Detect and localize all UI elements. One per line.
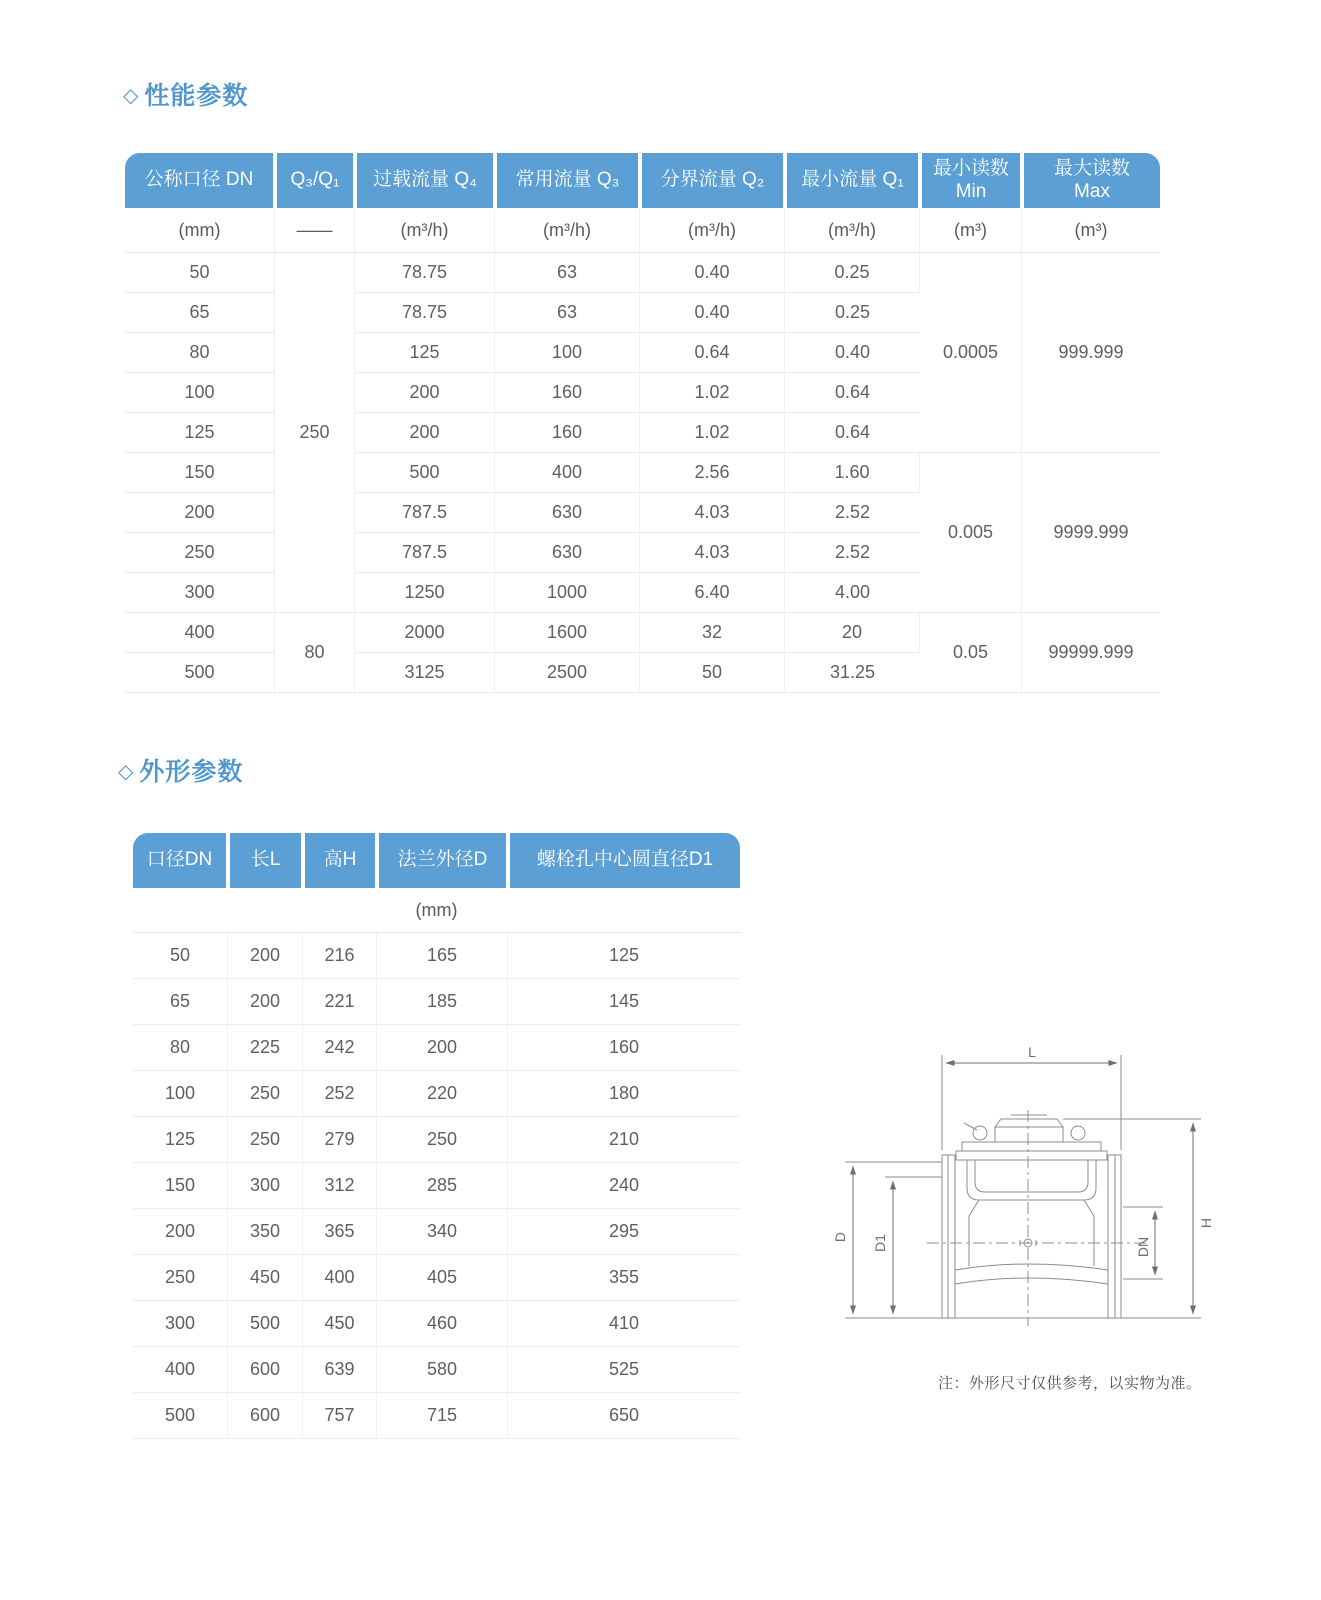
unit-cell: (m³/h) bbox=[495, 208, 640, 253]
table-cell: 0.40 bbox=[785, 333, 920, 373]
table-row bbox=[133, 979, 740, 1025]
table-cell: 285 bbox=[377, 1163, 508, 1209]
table-cell: 125 bbox=[508, 933, 740, 979]
table-row bbox=[133, 1163, 740, 1209]
meter-technical-drawing bbox=[815, 1030, 1215, 1340]
table-cell: 0.64 bbox=[785, 413, 920, 453]
unit-cell: (m³/h) bbox=[785, 208, 920, 253]
table-cell: 500 bbox=[228, 1301, 303, 1347]
table-row bbox=[133, 1393, 740, 1439]
table-row bbox=[133, 1209, 740, 1255]
table-cell: 0.40 bbox=[640, 293, 785, 333]
table-cell: 400 bbox=[495, 453, 640, 493]
dimension-table bbox=[133, 833, 740, 1439]
table-cell: 100 bbox=[125, 373, 275, 413]
table-cell: 1.60 bbox=[785, 453, 920, 493]
table-cell: 350 bbox=[228, 1209, 303, 1255]
unit-cell: (m³) bbox=[1022, 208, 1160, 253]
header-permanent-flow-q3: 常用流量 Q₃ bbox=[495, 153, 640, 208]
table-cell: 80 bbox=[275, 613, 355, 693]
table-cell: 1600 bbox=[495, 613, 640, 653]
table-cell: 312 bbox=[303, 1163, 377, 1209]
table-row bbox=[133, 1255, 740, 1301]
table-cell: 460 bbox=[377, 1301, 508, 1347]
table-row bbox=[133, 1071, 740, 1117]
table-cell: 450 bbox=[228, 1255, 303, 1301]
table-cell: 500 bbox=[125, 653, 275, 693]
dimension-header-row bbox=[133, 833, 740, 888]
table-cell: 4.00 bbox=[785, 573, 920, 613]
label-L: L bbox=[1028, 1044, 1036, 1060]
table-cell: 220 bbox=[377, 1071, 508, 1117]
table-cell: 65 bbox=[125, 293, 275, 333]
table-cell: 715 bbox=[377, 1393, 508, 1439]
section-title-text: 性能参数 bbox=[144, 82, 249, 110]
table-cell: 0.40 bbox=[640, 253, 785, 293]
table-cell: 240 bbox=[508, 1163, 740, 1209]
table-cell: 63 bbox=[495, 253, 640, 293]
table-cell: 125 bbox=[355, 333, 495, 373]
table-row bbox=[125, 253, 1160, 293]
table-cell: 200 bbox=[125, 493, 275, 533]
header-length-l: 长L bbox=[228, 833, 303, 888]
table-cell: 650 bbox=[508, 1393, 740, 1439]
table-cell: 9999.999 bbox=[1022, 453, 1160, 613]
performance-table bbox=[125, 153, 1160, 693]
table-cell: 145 bbox=[508, 979, 740, 1025]
table-cell: 250 bbox=[228, 1071, 303, 1117]
table-cell: 300 bbox=[133, 1301, 228, 1347]
table-cell: 600 bbox=[228, 1347, 303, 1393]
table-cell: 630 bbox=[495, 493, 640, 533]
table-cell: 100 bbox=[133, 1071, 228, 1117]
table-cell: 410 bbox=[508, 1301, 740, 1347]
table-cell: 78.75 bbox=[355, 293, 495, 333]
table-cell: 32 bbox=[640, 613, 785, 653]
table-row bbox=[133, 1301, 740, 1347]
table-cell: 2.56 bbox=[640, 453, 785, 493]
table-cell: 787.5 bbox=[355, 493, 495, 533]
table-cell: 65 bbox=[133, 979, 228, 1025]
unit-cell: (mm) bbox=[125, 208, 275, 253]
table-cell: 63 bbox=[495, 293, 640, 333]
table-cell: 200 bbox=[228, 933, 303, 979]
table-cell: 300 bbox=[125, 573, 275, 613]
table-cell: 340 bbox=[377, 1209, 508, 1255]
table-cell: 525 bbox=[508, 1347, 740, 1393]
header-min-reading: 最小读数 Min bbox=[920, 153, 1022, 208]
table-cell: 0.64 bbox=[785, 373, 920, 413]
section-title-text: 外形参数 bbox=[139, 758, 244, 786]
table-cell: 185 bbox=[377, 979, 508, 1025]
table-cell: 2500 bbox=[495, 653, 640, 693]
table-cell: 1.02 bbox=[640, 413, 785, 453]
table-cell: 400 bbox=[133, 1347, 228, 1393]
table-cell: 225 bbox=[228, 1025, 303, 1071]
unit-cell: (m³/h) bbox=[640, 208, 785, 253]
header-flange-od: 法兰外径D bbox=[377, 833, 508, 888]
performance-units-row bbox=[125, 208, 1160, 253]
table-cell: 2000 bbox=[355, 613, 495, 653]
table-cell: 999.999 bbox=[1022, 253, 1160, 453]
table-row bbox=[133, 1347, 740, 1393]
table-cell: 4.03 bbox=[640, 493, 785, 533]
extension-lines bbox=[845, 1055, 1201, 1318]
table-cell: 50 bbox=[125, 253, 275, 293]
reference-note: 注：外形尺寸仅供参考，以实物为准。 bbox=[938, 1375, 1202, 1392]
table-cell: 500 bbox=[355, 453, 495, 493]
table-cell: 6.40 bbox=[640, 573, 785, 613]
table-cell: 295 bbox=[508, 1209, 740, 1255]
table-cell: 50 bbox=[133, 933, 228, 979]
table-cell: 78.75 bbox=[355, 253, 495, 293]
table-cell: 200 bbox=[133, 1209, 228, 1255]
table-cell: 180 bbox=[508, 1071, 740, 1117]
table-cell: 450 bbox=[303, 1301, 377, 1347]
table-cell: 210 bbox=[508, 1117, 740, 1163]
table-cell: 160 bbox=[495, 413, 640, 453]
header-transitional-flow-q2: 分界流量 Q₂ bbox=[640, 153, 785, 208]
table-cell: 580 bbox=[377, 1347, 508, 1393]
table-cell: 4.03 bbox=[640, 533, 785, 573]
table-cell: 20 bbox=[785, 613, 920, 653]
table-cell: 165 bbox=[377, 933, 508, 979]
pipe-body bbox=[955, 1264, 1108, 1284]
header-overload-flow-q4: 过载流量 Q₄ bbox=[355, 153, 495, 208]
meter-cover-plates bbox=[956, 1142, 1107, 1160]
table-cell: 125 bbox=[133, 1117, 228, 1163]
table-cell: 757 bbox=[303, 1393, 377, 1439]
table-cell: 0.25 bbox=[785, 293, 920, 333]
section-title-dimensions bbox=[118, 752, 243, 788]
table-cell: 160 bbox=[508, 1025, 740, 1071]
diamond-icon: ◇ bbox=[118, 760, 135, 783]
unit-cell: (mm) bbox=[133, 888, 740, 933]
table-cell: 300 bbox=[228, 1163, 303, 1209]
unit-cell: (m³) bbox=[920, 208, 1022, 253]
header-minimum-flow-q1: 最小流量 Q₁ bbox=[785, 153, 920, 208]
performance-header-row bbox=[125, 153, 1160, 208]
table-cell: 1000 bbox=[495, 573, 640, 613]
table-cell: 80 bbox=[125, 333, 275, 373]
flange-right bbox=[1108, 1155, 1121, 1318]
table-row bbox=[133, 933, 740, 979]
diamond-icon: ◇ bbox=[123, 84, 140, 107]
label-H: H bbox=[1198, 1217, 1214, 1229]
table-cell: 0.0005 bbox=[920, 253, 1022, 453]
table-cell: 150 bbox=[125, 453, 275, 493]
table-cell: 252 bbox=[303, 1071, 377, 1117]
table-cell: 100 bbox=[495, 333, 640, 373]
header-q3-q1-ratio: Q₃/Q₁ bbox=[275, 153, 355, 208]
section-title-performance bbox=[123, 76, 248, 112]
table-cell: 0.005 bbox=[920, 453, 1022, 613]
header-max-reading: 最大读数 Max bbox=[1022, 153, 1160, 208]
table-cell: 630 bbox=[495, 533, 640, 573]
label-D: D bbox=[832, 1231, 848, 1243]
table-cell: 400 bbox=[125, 613, 275, 653]
table-cell: 405 bbox=[377, 1255, 508, 1301]
table-row bbox=[133, 1025, 740, 1071]
table-cell: 1.02 bbox=[640, 373, 785, 413]
table-cell: 200 bbox=[355, 373, 495, 413]
table-cell: 0.64 bbox=[640, 333, 785, 373]
label-D1: D1 bbox=[872, 1234, 888, 1252]
table-cell: 50 bbox=[640, 653, 785, 693]
table-cell: 400 bbox=[303, 1255, 377, 1301]
measuring-chamber bbox=[967, 1160, 1096, 1266]
table-cell: 160 bbox=[495, 373, 640, 413]
label-DN: DN bbox=[1135, 1236, 1151, 1258]
table-cell: 221 bbox=[303, 979, 377, 1025]
header-diameter-dn: 口径DN bbox=[133, 833, 228, 888]
table-cell: 250 bbox=[275, 253, 355, 613]
table-cell: 279 bbox=[303, 1117, 377, 1163]
flange-left bbox=[942, 1155, 955, 1318]
unit-cell: —— bbox=[275, 208, 355, 253]
table-cell: 250 bbox=[228, 1117, 303, 1163]
table-cell: 365 bbox=[303, 1209, 377, 1255]
table-cell: 0.25 bbox=[785, 253, 920, 293]
table-cell: 200 bbox=[355, 413, 495, 453]
table-cell: 31.25 bbox=[785, 653, 920, 693]
table-cell: 355 bbox=[508, 1255, 740, 1301]
table-cell: 250 bbox=[125, 533, 275, 573]
header-bolt-circle-d1: 螺栓孔中心圆直径D1 bbox=[508, 833, 740, 888]
dimension-units-row bbox=[133, 888, 740, 933]
table-cell: 250 bbox=[133, 1255, 228, 1301]
header-nominal-diameter: 公称口径 DN bbox=[125, 153, 275, 208]
table-cell: 0.05 bbox=[920, 613, 1022, 693]
table-cell: 242 bbox=[303, 1025, 377, 1071]
table-cell: 1250 bbox=[355, 573, 495, 613]
table-row bbox=[133, 1117, 740, 1163]
table-cell: 600 bbox=[228, 1393, 303, 1439]
table-cell: 787.5 bbox=[355, 533, 495, 573]
table-row bbox=[125, 613, 1160, 653]
table-cell: 99999.999 bbox=[1022, 613, 1160, 693]
table-cell: 639 bbox=[303, 1347, 377, 1393]
table-cell: 200 bbox=[377, 1025, 508, 1071]
table-cell: 250 bbox=[377, 1117, 508, 1163]
table-cell: 2.52 bbox=[785, 533, 920, 573]
unit-cell: (m³/h) bbox=[355, 208, 495, 253]
table-cell: 2.52 bbox=[785, 493, 920, 533]
table-cell: 500 bbox=[133, 1393, 228, 1439]
dimension-lines bbox=[853, 1063, 1193, 1314]
table-cell: 216 bbox=[303, 933, 377, 979]
table-cell: 80 bbox=[133, 1025, 228, 1071]
header-height-h: 高H bbox=[303, 833, 377, 888]
table-cell: 200 bbox=[228, 979, 303, 1025]
table-cell: 150 bbox=[133, 1163, 228, 1209]
table-cell: 125 bbox=[125, 413, 275, 453]
table-cell: 3125 bbox=[355, 653, 495, 693]
